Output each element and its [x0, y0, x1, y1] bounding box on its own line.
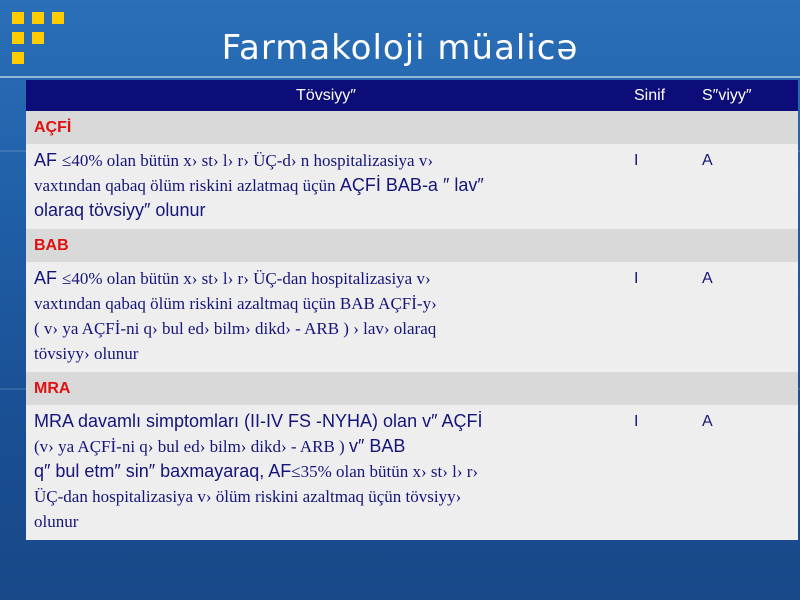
table-row — [26, 405, 798, 540]
text-line: vaxtından qabaq ölüm riskini azlatmaq üçün AÇFİ BAB-a ″ lav″ — [34, 175, 484, 195]
text-line: q″ bul etm″ sin″ baxmayaraq, AF≤35% olan bütün x› st› l› r› — [34, 461, 479, 481]
text-line: tövsiyy› olunur — [34, 344, 139, 363]
text-line: (v› ya AÇFİ-ni q› bul ed› bilm› dikd› - ARB ) v″ BAB — [34, 436, 406, 456]
text-line: MRA davamlı simptomları (II-IV FS -NYHA) olan v″ AÇFİ — [34, 411, 483, 431]
text-line: AF ≤40% olan bütün x› st› l› r› ÜÇ-dan hospitalizasiya v› — [34, 268, 431, 288]
table-header-row — [26, 80, 798, 111]
table-row — [26, 262, 798, 372]
table-row — [26, 144, 798, 229]
title-divider — [0, 76, 800, 78]
header-recommendation: Tövsiyy″ — [26, 80, 626, 111]
level-value: A — [694, 144, 798, 229]
section-label: BAB — [26, 229, 798, 262]
recommendations-table — [26, 80, 798, 540]
level-value: A — [694, 405, 798, 540]
section-row — [26, 111, 798, 144]
text-line: olaraq tövsiyy″ olunur — [34, 200, 206, 220]
section-label: AÇFİ — [26, 111, 798, 144]
text-line: ÜÇ-dan hospitalizasiya v› ölüm riskini azaltmaq üçün tövsiyy› — [34, 487, 462, 506]
header-level: S″viyy″ — [694, 80, 798, 111]
text-line: vaxtından qabaq ölüm riskini azaltmaq üçün BAB AÇFİ-y› — [34, 294, 437, 313]
section-row — [26, 372, 798, 405]
section-row — [26, 229, 798, 262]
class-value: I — [626, 405, 694, 540]
recommendation-text — [26, 262, 626, 372]
class-value: I — [626, 262, 694, 372]
text-line: olunur — [34, 512, 79, 531]
slide-title: Farmakoloji müalicə — [221, 28, 579, 68]
recommendation-text — [26, 144, 626, 229]
recommendation-text — [26, 405, 626, 540]
header-class: Sinif — [626, 80, 694, 111]
level-value: A — [694, 262, 798, 372]
text-line: AF ≤40% olan bütün x› st› l› r› ÜÇ-d› n hospitalizasiya v› — [34, 150, 433, 170]
section-label: MRA — [26, 372, 798, 405]
class-value: I — [626, 144, 694, 229]
text-line: ( v› ya AÇFİ-ni q› bul ed› bilm› dikd› - ARB ) › lav› olaraq — [34, 319, 437, 338]
